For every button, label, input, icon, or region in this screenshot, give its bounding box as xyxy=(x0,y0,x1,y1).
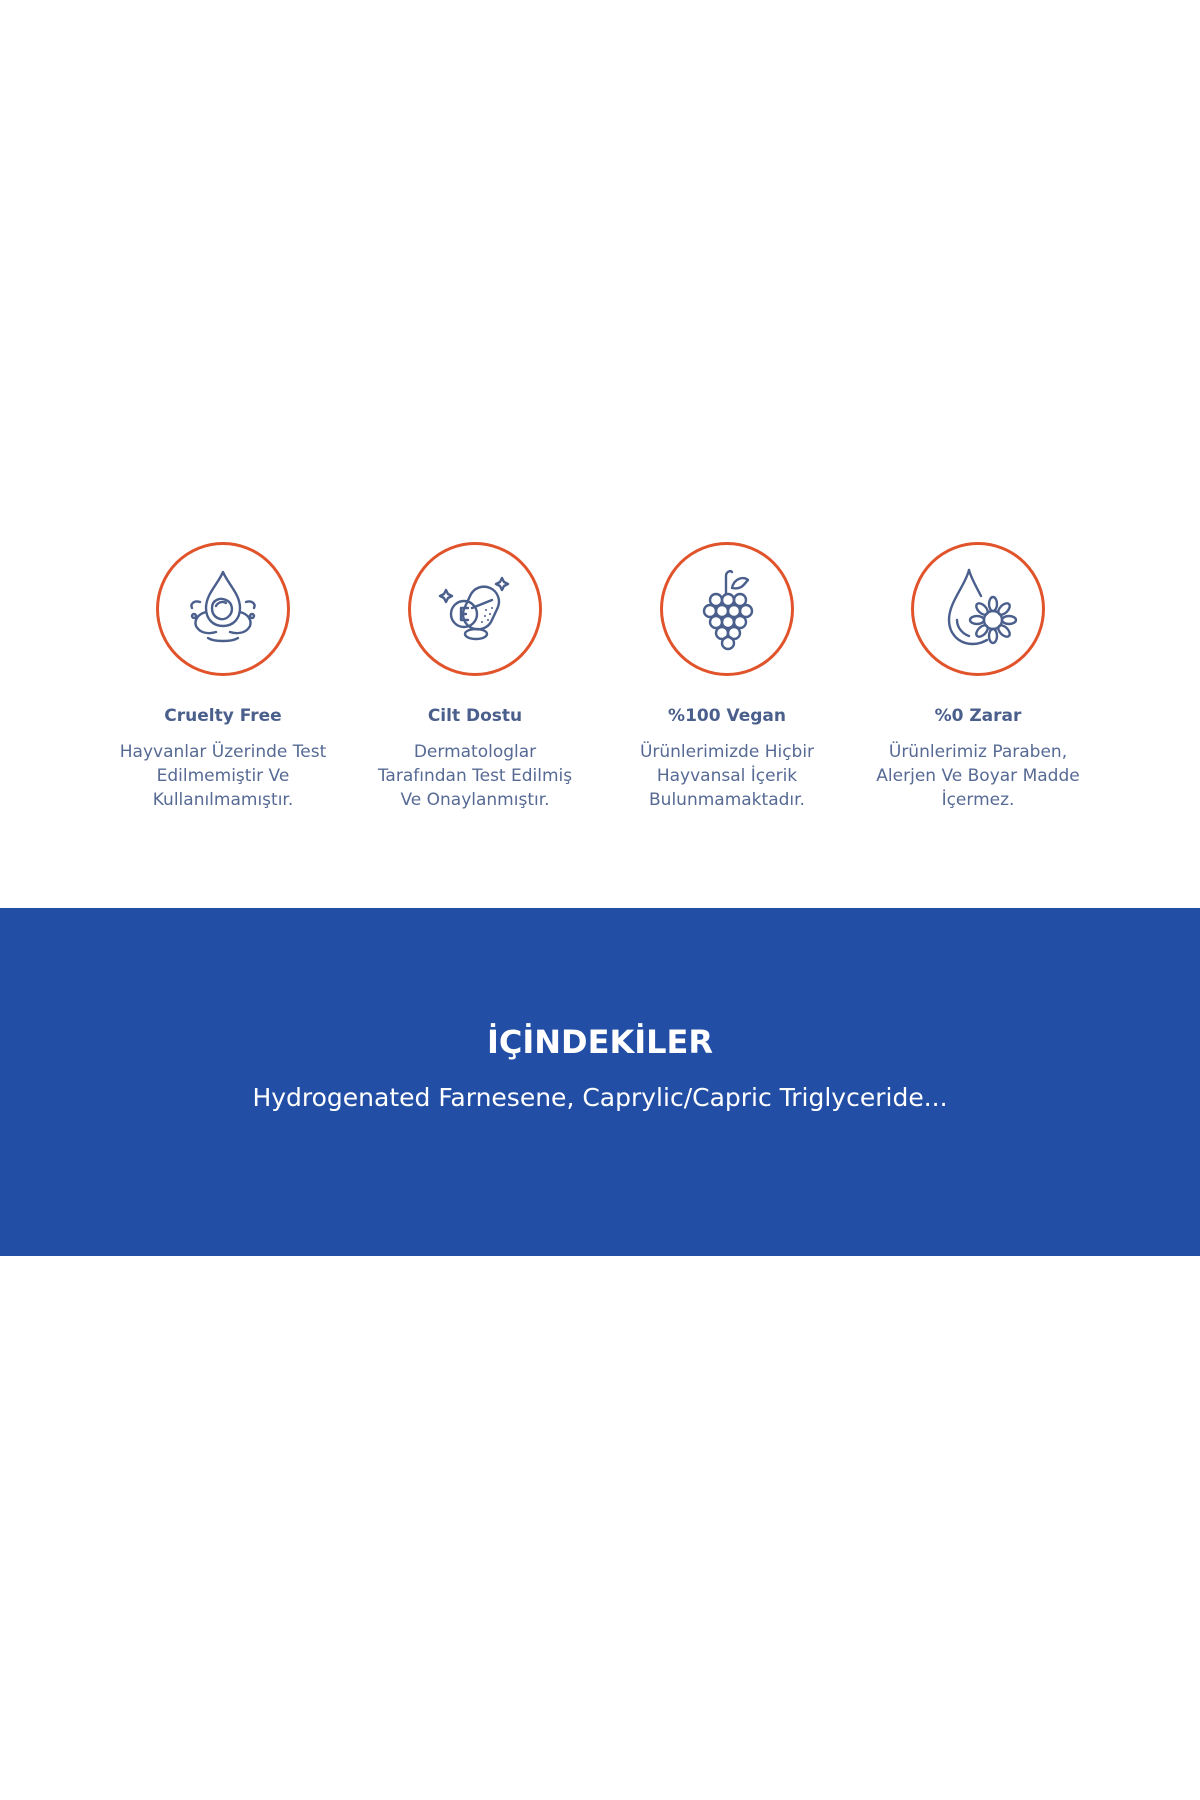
vitamin-e-capsule-icon xyxy=(430,564,520,654)
grape-icon xyxy=(682,564,772,654)
feature-description-line: İçermez. xyxy=(941,790,1015,810)
feature-badge xyxy=(660,542,794,676)
feature-title: %100 Vegan xyxy=(668,706,786,726)
feature-description-line: Ürünlerimizde Hiçbir xyxy=(639,742,815,762)
ingredients-heading: İÇİNDEKİLER xyxy=(486,1023,714,1061)
feature-description-line: Hayvansal İçerik xyxy=(656,766,798,786)
feature-description-line: Dermatologlar xyxy=(413,742,537,762)
feature-title: Cruelty Free xyxy=(164,706,282,726)
feature-description-line: Kullanılmamıştır. xyxy=(152,790,294,810)
feature-description-line: Edilmemiştir Ve xyxy=(156,766,290,786)
feature-description xyxy=(848,740,1108,812)
hazelnut-splash-icon xyxy=(178,564,268,654)
feature-description-line: Tarafından Test Edilmiş xyxy=(377,766,573,786)
feature-description xyxy=(597,740,857,812)
drop-sunflower-icon xyxy=(933,564,1023,654)
ingredients-band xyxy=(0,908,1200,1256)
feature-title: Cilt Dostu xyxy=(427,706,523,726)
feature-badge xyxy=(156,542,290,676)
feature-description-line: Hayvanlar Üzerinde Test xyxy=(119,742,327,762)
feature-description-line: Ürünlerimiz Paraben, xyxy=(888,742,1068,762)
feature-badge xyxy=(911,542,1045,676)
feature-title: %0 Zarar xyxy=(934,706,1022,726)
ingredients-list: Hydrogenated Farnesene, Caprylic/Capric Triglyceride... xyxy=(252,1083,948,1112)
feature-description xyxy=(93,740,353,812)
feature-badge xyxy=(408,542,542,676)
feature-description xyxy=(345,740,605,812)
feature-description-line: Alerjen Ve Boyar Madde xyxy=(876,766,1080,786)
feature-description-line: Ve Onaylanmıştır. xyxy=(400,790,550,810)
feature-description-line: Bulunmamaktadır. xyxy=(649,790,805,810)
